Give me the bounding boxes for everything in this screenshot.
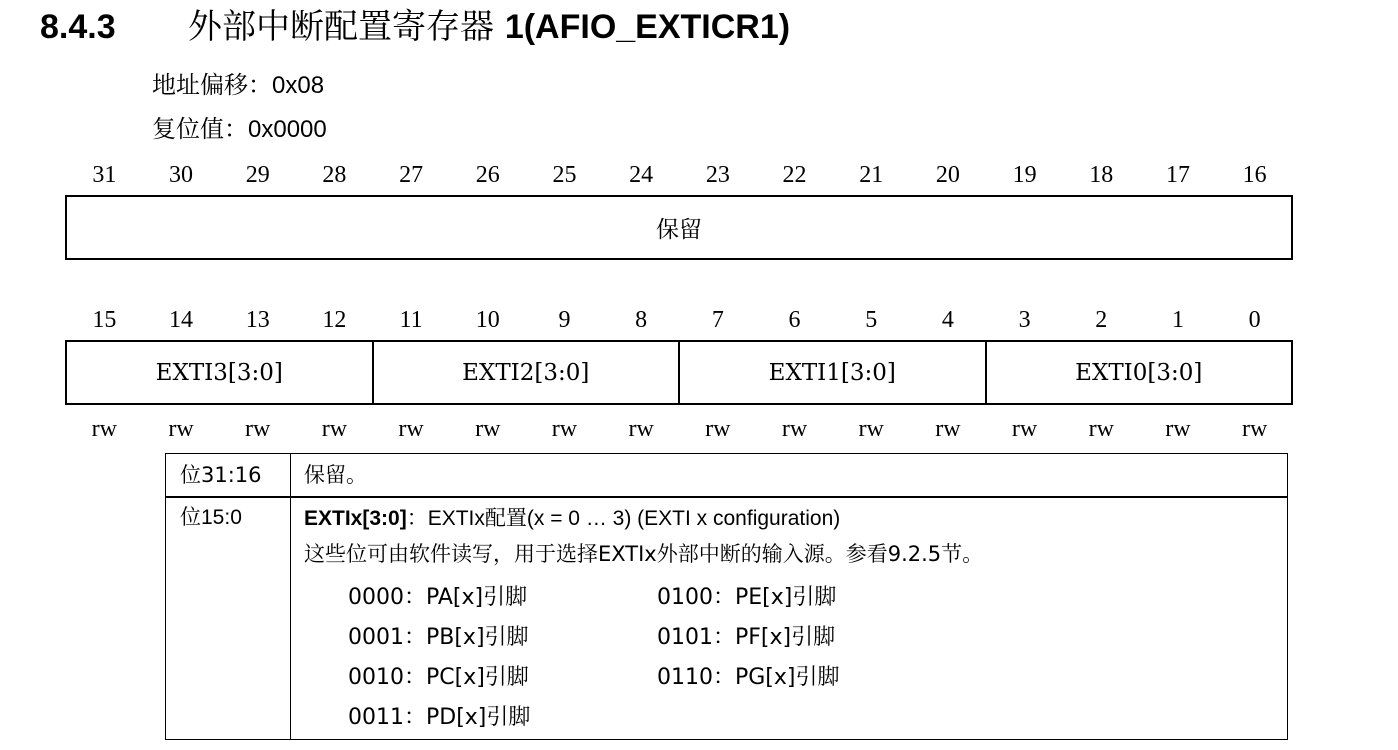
field-exti2: EXTI2[3:0] bbox=[372, 342, 679, 403]
bit-number: 5 bbox=[865, 307, 878, 333]
bit-number: 22 bbox=[782, 162, 807, 188]
bit-number: 16 bbox=[1242, 162, 1267, 188]
bit-number: 28 bbox=[322, 162, 347, 188]
access-type: rw bbox=[398, 416, 424, 442]
bit-number: 13 bbox=[245, 307, 270, 333]
field-name-separator: ： bbox=[406, 506, 428, 530]
field-exti0: EXTI0[3:0] bbox=[985, 342, 1292, 403]
access-type: rw bbox=[858, 416, 884, 442]
address-offset bbox=[152, 70, 324, 101]
bit-number: 25 bbox=[552, 162, 577, 188]
option-item: 0101：PF[x]引脚 bbox=[657, 625, 836, 650]
bit-number: 17 bbox=[1165, 162, 1190, 188]
bit-number: 8 bbox=[635, 307, 648, 333]
bit-number: 1 bbox=[1171, 307, 1184, 333]
bit-number: 9 bbox=[558, 307, 571, 333]
access-type: rw bbox=[551, 416, 578, 442]
bit-number: 27 bbox=[399, 162, 424, 188]
table-row bbox=[166, 454, 1287, 498]
bit-number: 24 bbox=[629, 162, 654, 188]
bit-number: 6 bbox=[788, 307, 801, 333]
field-name: EXTIx[3:0] bbox=[304, 507, 407, 530]
access-type: rw bbox=[91, 416, 117, 442]
bit-number: 23 bbox=[705, 162, 730, 188]
bit-number: 21 bbox=[859, 162, 884, 188]
bit-number: 31 bbox=[92, 162, 117, 188]
bit-range: 位15:0 bbox=[180, 506, 242, 529]
section-title bbox=[188, 7, 790, 47]
register-high-half bbox=[65, 195, 1293, 260]
field-name-line bbox=[304, 504, 840, 533]
low-bit-numbers bbox=[66, 305, 1293, 335]
reset-value-value: 0x0000 bbox=[248, 116, 327, 143]
section-title-text: 外部中断配置寄存器 bbox=[188, 7, 505, 47]
bit-number: 14 bbox=[169, 307, 194, 333]
option-item: 0110：PG[x]引脚 bbox=[657, 665, 840, 690]
access-type: rw bbox=[781, 416, 808, 442]
access-type: rw bbox=[475, 416, 501, 442]
bit-number: 3 bbox=[1018, 307, 1031, 333]
bit-number: 30 bbox=[169, 162, 194, 188]
field-exti1: EXTI1[3:0] bbox=[678, 342, 985, 403]
bit-number: 0 bbox=[1248, 307, 1261, 333]
bit-description-table bbox=[165, 453, 1288, 740]
field-description: 这些位可由软件读写，用于选择EXTIx外部中断的输入源。参看9.2.5节。 bbox=[304, 542, 984, 566]
section-title-code: 1(AFIO_EXTICR1) bbox=[504, 8, 791, 46]
bit-number: 19 bbox=[1012, 162, 1037, 188]
bit-description: 保留。 bbox=[304, 463, 367, 487]
access-type: rw bbox=[705, 416, 731, 442]
access-type: rw bbox=[321, 416, 348, 442]
bit-number: 26 bbox=[475, 162, 500, 188]
bit-number: 18 bbox=[1089, 162, 1114, 188]
reset-value-label: 复位值： bbox=[152, 115, 248, 143]
field-exti3: EXTI3[3:0] bbox=[155, 359, 283, 386]
section-number: 8.4.3 bbox=[40, 8, 116, 46]
option-item: 0000：PA[x]引脚 bbox=[348, 585, 528, 610]
bit-number: 12 bbox=[322, 307, 347, 333]
bit-number: 2 bbox=[1095, 307, 1108, 333]
access-type: rw bbox=[1165, 416, 1191, 442]
section-heading bbox=[40, 4, 790, 50]
access-type: rw bbox=[245, 416, 271, 442]
high-bit-numbers bbox=[66, 160, 1293, 190]
access-type: rw bbox=[628, 416, 654, 442]
bit-number: 15 bbox=[92, 307, 117, 333]
bit-number: 20 bbox=[935, 162, 960, 188]
access-type: rw bbox=[1241, 416, 1268, 442]
option-item: 0001：PB[x]引脚 bbox=[348, 625, 529, 650]
bit-number: 29 bbox=[245, 162, 270, 188]
bit-range: 位31:16 bbox=[180, 463, 262, 487]
table-row bbox=[166, 498, 1287, 739]
access-types bbox=[66, 414, 1293, 444]
access-type: rw bbox=[1088, 416, 1114, 442]
option-item: 0011：PD[x]引脚 bbox=[348, 705, 531, 730]
option-item: 0100：PE[x]引脚 bbox=[657, 585, 837, 610]
reserved-field: 保留 bbox=[656, 217, 702, 243]
bit-number: 4 bbox=[941, 307, 954, 333]
reset-value bbox=[152, 114, 327, 145]
address-offset-value: 0x08 bbox=[272, 72, 325, 99]
option-item: 0010：PC[x]引脚 bbox=[348, 665, 529, 690]
bit-number: 10 bbox=[475, 307, 500, 333]
access-type: rw bbox=[168, 416, 194, 442]
bit-number: 7 bbox=[711, 307, 724, 333]
address-offset-label: 地址偏移： bbox=[152, 71, 272, 99]
access-type: rw bbox=[1011, 416, 1038, 442]
bit-number: 11 bbox=[399, 307, 423, 333]
access-type: rw bbox=[935, 416, 961, 442]
field-title: EXTIx配置(x = 0 … 3) (EXTI x configuration) bbox=[427, 507, 841, 530]
register-low-half bbox=[65, 340, 1293, 405]
